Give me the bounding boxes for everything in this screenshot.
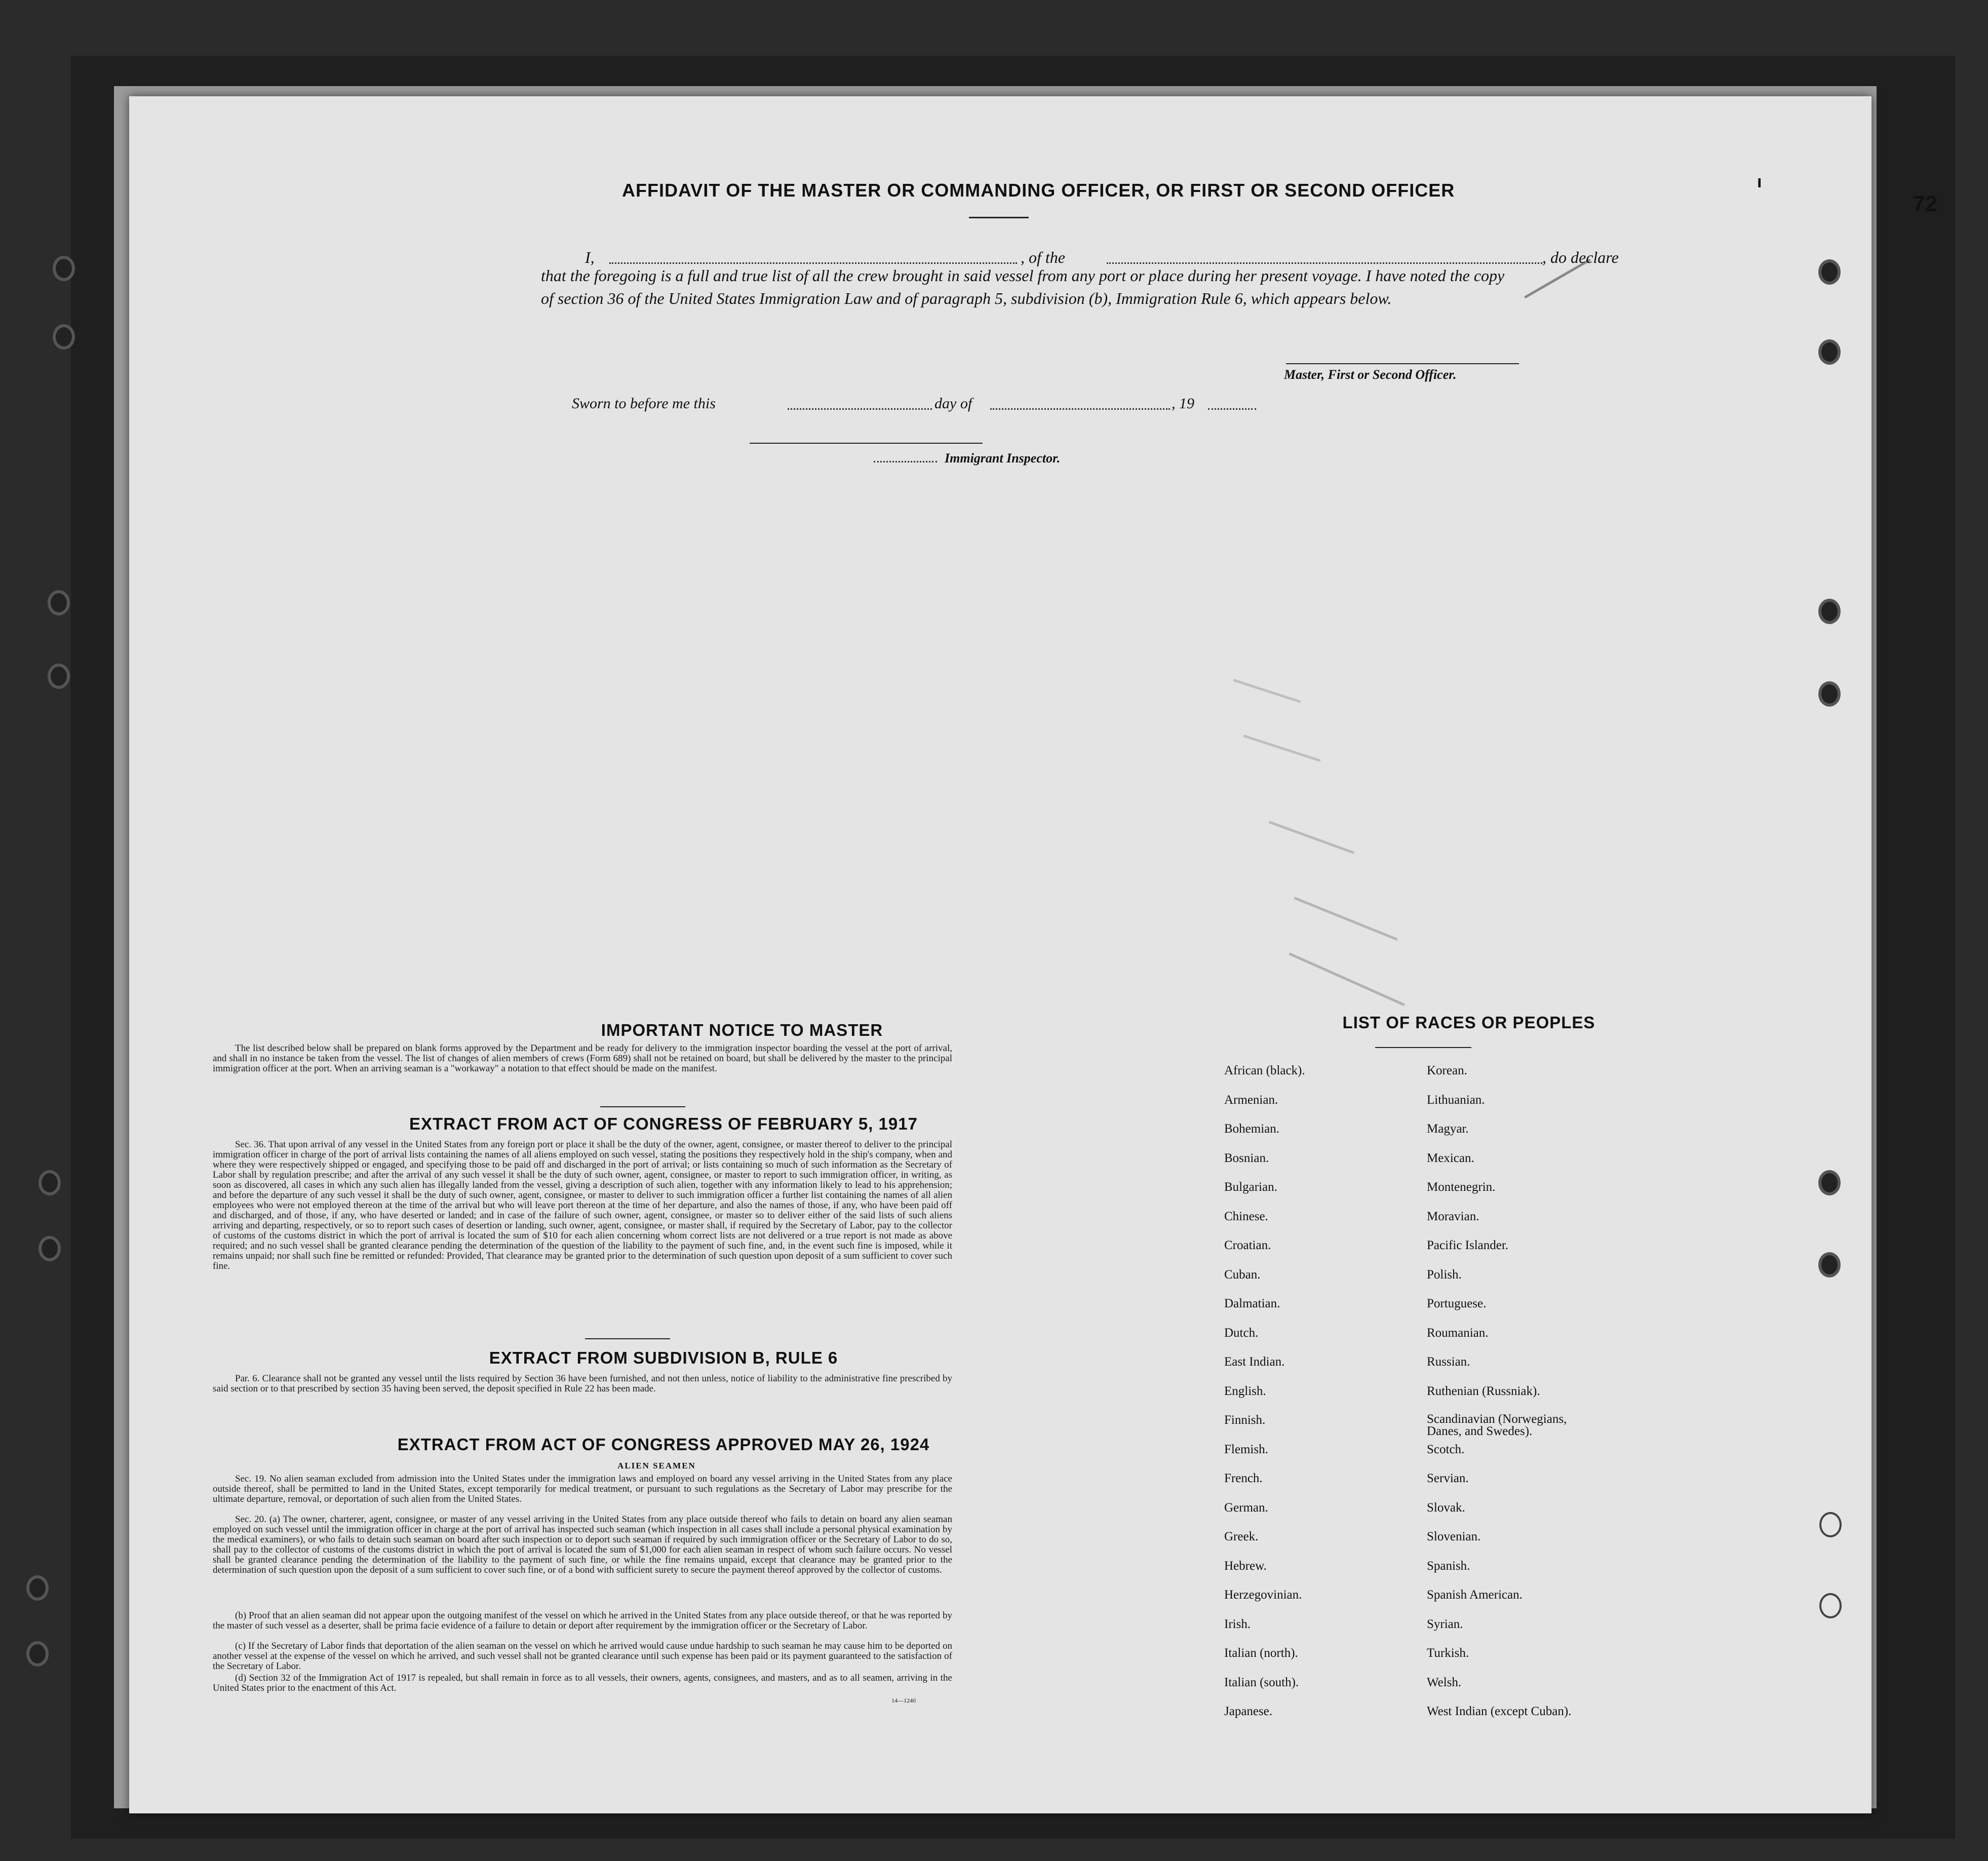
race-left-item: Greek.	[1224, 1530, 1259, 1543]
race-right-item: Scandinavian (Norwegians, Danes, and Swedes).	[1427, 1412, 1567, 1438]
vessel-blank[interactable]	[1107, 262, 1542, 264]
race-left-item: African (black).	[1224, 1064, 1305, 1077]
race-right-item: Lithuanian.	[1427, 1093, 1485, 1107]
inspector-caption: Immigrant Inspector.	[945, 451, 1061, 466]
binder-hole	[1818, 339, 1841, 365]
race-right-item: Polish.	[1427, 1267, 1462, 1282]
corner-tick-mark: ı	[1757, 172, 1762, 191]
inspector-dotted-blank	[874, 461, 937, 462]
binder-hole	[1818, 1170, 1841, 1195]
affidavit-of-the-label: , of the	[1021, 248, 1065, 266]
binder-hole-empty	[1819, 1512, 1842, 1537]
page-number: 72	[1913, 191, 1937, 216]
races-right-column	[1427, 1064, 1594, 1734]
affidavit-title: AFFIDAVIT OF THE MASTER OR COMMANDING OFFICER, OR FIRST OR SECOND OFFICER	[622, 180, 1455, 201]
name-blank[interactable]	[609, 262, 1017, 264]
ink-bleed-mark	[1268, 821, 1355, 854]
notice-text: The list described below shall be prepared on blank forms approved by the Department and be ready for delivery to the immigration inspector boarding the vessel at the port of arrival, and shall in no instance be taken from the vessel. The list of changes of alien members of crews (Form 689) shall not be retained on board, but shall be delivered by the master to the principal immigration officer at the port. When an arriving seaman is a "workaway" a notation to that effect should be made on the manifest.	[213, 1043, 952, 1074]
binder-hole	[1818, 1252, 1841, 1277]
race-left-item: Armenian.	[1224, 1093, 1278, 1107]
race-right-item: Turkish.	[1427, 1646, 1469, 1660]
binder-hole	[53, 256, 75, 281]
race-left-item: Hebrew.	[1224, 1559, 1267, 1573]
race-left-item: Italian (south).	[1224, 1675, 1299, 1689]
inspector-signature-line[interactable]	[750, 443, 983, 444]
race-right-item: Portuguese.	[1427, 1297, 1487, 1310]
sec-20c-text: (c) If the Secretary of Labor finds that deportation of the alien seaman on the vessel on which he arrived would cause undue hardship to such seaman he may cause him to be deported on another vessel at the expense of the vessel on which he arrived, and such vessel shall not be granted clearance until such expense has been paid or its payment guaranteed to the satisfaction of the Secretary of Labor.	[213, 1641, 952, 1672]
binder-hole-empty	[1819, 1593, 1842, 1618]
affidavit-i-label: I,	[585, 248, 595, 266]
race-right-item: Scotch.	[1427, 1442, 1465, 1456]
form-number: 14—1240	[891, 1697, 916, 1704]
ink-bleed-mark	[1289, 952, 1405, 1006]
master-signature-caption: Master, First or Second Officer.	[1284, 367, 1457, 382]
extract-1924-title: EXTRACT FROM ACT OF CONGRESS APPROVED MAY 26, 1924	[397, 1435, 930, 1454]
races-left-column	[1224, 1064, 1305, 1734]
rule6-title: EXTRACT FROM SUBDIVISION B, RULE 6	[489, 1348, 838, 1367]
sec-19-text: Sec. 19. No alien seaman excluded from admission into the United States under the immigration laws and employed on board any vessel arriving in the United States from any place outside thereof, shall be permitted to land in the United States, except temporarily for medical treatment, or pursuant to such regulations as the Secretary of Labor may prescribe for the ultimate departure, removal, or deportation of such alien from the United States.	[213, 1474, 952, 1504]
binder-hole	[1818, 599, 1841, 624]
ink-bleed-mark	[1243, 734, 1321, 762]
notice-title: IMPORTANT NOTICE TO MASTER	[601, 1021, 883, 1039]
race-right-item: Welsh.	[1427, 1675, 1462, 1689]
race-right-item: Moravian.	[1427, 1209, 1479, 1223]
race-left-item: Italian (north).	[1224, 1646, 1298, 1660]
binder-hole	[1818, 681, 1841, 707]
race-left-item: English.	[1224, 1384, 1266, 1398]
document-page	[129, 96, 1872, 1813]
race-right-item: Syrian.	[1427, 1617, 1463, 1631]
race-left-item: Herzegovinian.	[1224, 1588, 1302, 1602]
binder-hole	[26, 1575, 49, 1601]
race-left-item: Finnish.	[1224, 1413, 1266, 1427]
separator-rule	[585, 1338, 670, 1339]
race-left-item: Cuban.	[1224, 1267, 1261, 1282]
affidavit-body: that the foregoing is a full and true list of all the crew brought in said vessel from any port or place during her present voyage. I have noted the copy of section 36 of the United States Immigration Law and of paragraph 5, subdivision (b), Immigration Rule 6, which appears below.	[541, 266, 1505, 307]
race-left-item: Croatian.	[1224, 1238, 1271, 1252]
race-right-item: Russian.	[1427, 1355, 1470, 1369]
race-right-item: West Indian (except Cuban).	[1427, 1704, 1572, 1718]
binder-hole	[38, 1170, 61, 1195]
race-left-item: Chinese.	[1224, 1209, 1268, 1223]
race-left-item: Dutch.	[1224, 1326, 1259, 1340]
race-right-item: Ruthenian (Russniak).	[1427, 1384, 1540, 1398]
sworn-day-of-label: day of	[934, 395, 972, 412]
affidavit-do-declare-label: , do declare	[1542, 248, 1619, 266]
race-right-item: Spanish.	[1427, 1559, 1470, 1573]
rule6-text: Par. 6. Clearance shall not be granted any vessel until the lists required by Section 36 have been furnished, and not then unless, notice of liability to the administrative fine prescribed by said section or to that prescribed by section 35 having been served, the deposit specified in Rule 22 has been made.	[213, 1373, 952, 1394]
race-left-item: French.	[1224, 1471, 1263, 1485]
separator-rule	[600, 1106, 685, 1107]
binder-hole	[48, 590, 70, 615]
sworn-day-blank[interactable]	[788, 408, 932, 410]
race-right-item: Korean.	[1427, 1064, 1467, 1077]
races-title-underline	[1375, 1047, 1471, 1048]
race-right-item: Mexican.	[1427, 1151, 1474, 1165]
binder-hole	[26, 1641, 49, 1666]
race-right-item: Servian.	[1427, 1471, 1469, 1485]
sec-20a-text: Sec. 20. (a) The owner, charterer, agent, consignee, or master of any vessel arriving in the United States from any place outside thereof who fails to detain on board any alien seaman employed on such vessel until the immigration officer in charge at the port of arrival has inspected such seaman (which inspection in all cases shall include a personal physical examination by the medical examiners), or who fails to detain such seaman on board after such inspection or to deport such seaman if required by such immigration officer or the Secretary of Labor to do so, shall pay to the collector of customs of the customs district in which the port of arrival is located the sum of $1,000 for each alien seaman in respect of whom such failure occurs. No vessel shall be granted clearance pending the determination of the liability to the payment of such fine, or while the fine remains unpaid, except that clearance may be granted prior to the determination of such question upon the deposit of a sum sufficient to cover such fine, or of a bond with sufficient surety to secure the payment thereof approved by the collector of customs.	[213, 1514, 952, 1575]
race-left-item: Dalmatian.	[1224, 1297, 1280, 1310]
title-underline	[969, 217, 1029, 218]
sec-20d-text: (d) Section 32 of the Immigration Act of 1917 is repealed, but shall remain in force as to all vessels, their owners, agents, consignees, and masters, and as to all seamen, arriving in the United States prior to the enactment of this Act.	[213, 1673, 952, 1693]
race-right-item: Roumanian.	[1427, 1326, 1489, 1340]
sec-20b-text: (b) Proof that an alien seaman did not appear upon the outgoing manifest of the vessel on which he arrived in the United States from any place outside thereof, or that he was reported by the master of such vessel as a deserter, shall be prima facie evidence of a failure to detain or deport after requirement by the immigration officer or the Secretary of Labor.	[213, 1610, 952, 1631]
race-right-item: Pacific Islander.	[1427, 1238, 1509, 1252]
race-right-item: Slovak.	[1427, 1500, 1465, 1515]
binder-hole	[48, 664, 70, 689]
race-left-item: Irish.	[1224, 1617, 1251, 1631]
race-right-item: Magyar.	[1427, 1122, 1469, 1136]
race-right-item: Montenegrin.	[1427, 1180, 1496, 1194]
binder-hole	[1818, 259, 1841, 285]
extract-1917-text: Sec. 36. That upon arrival of any vessel in the United States from any foreign port or place it shall be the duty of the owner, agent, consignee, or master thereof to deliver to the principal immigration officer in charge of the port of arrival lists containing the names of all aliens employed on such vessel, stating the positions they respectively hold in the ship's company, when and where they were respectively shipped or engaged, and specifying those to be paid off and discharged in the port of arrival; or lists containing so much of such information as the Secretary of Labor shall by regulation prescribe; and after the arrival of any such vessel it shall be the duty of such owner, agent, consignee, or master to report to such immigration officer, in writing, as soon as discovered, all cases in which any such alien has illegally landed from the vessel, giving a description of such alien, together with any information likely to lead to his apprehension; and before the departure of any such vessel it shall be the duty of such owner, agent, consignee, or master to deliver to such immigration officer a further list containing the names of all alien employees who were not employed thereon at the time of the arrival but who will leave port thereon at the time of her departure, and also the names of those, if any, who have been paid off and discharged, and of those, if any, who have deserted or landed; and in case of the failure of such owner, agent, consignee, or master so to deliver either of the said lists of such aliens arriving and departing, respectively, or so to report such cases of desertion or landing, such owner, agent, consignee, or master shall, if required by the Secretary of Labor, pay to the collector of customs of the customs district in which the port of arrival is located the sum of $10 for each alien concerning whom correct lists are not delivered or a true report is not made as above required; and no such vessel shall be granted clearance pending the determination of the question of the liability to the payment of such fine, and, in the event such fine is imposed, while it remains unpaid; nor shall such fine be remitted or refunded: Provided, That clearance may be granted prior to the determination of such question upon deposit of a sum sufficient to cover such fine.	[213, 1139, 952, 1271]
race-right-item: Spanish American.	[1427, 1588, 1523, 1602]
sworn-year-label: , 19	[1172, 395, 1194, 412]
race-left-item: Japanese.	[1224, 1704, 1273, 1718]
race-left-item: Bulgarian.	[1224, 1180, 1277, 1194]
binder-hole	[38, 1236, 61, 1261]
races-title: LIST OF RACES OR PEOPLES	[1342, 1013, 1595, 1032]
ink-bleed-mark	[1233, 679, 1301, 703]
race-left-item: Bohemian.	[1224, 1122, 1280, 1136]
master-signature-line[interactable]	[1286, 363, 1519, 364]
extract-1917-title: EXTRACT FROM ACT OF CONGRESS OF FEBRUARY 5, 1917	[409, 1114, 918, 1133]
race-left-item: Bosnian.	[1224, 1151, 1269, 1165]
race-left-item: East Indian.	[1224, 1355, 1285, 1369]
race-left-item: German.	[1224, 1500, 1268, 1515]
race-right-item: Slovenian.	[1427, 1530, 1481, 1543]
binder-hole	[53, 324, 75, 350]
sworn-month-blank[interactable]	[990, 408, 1170, 410]
sworn-year-blank[interactable]	[1208, 408, 1256, 410]
race-left-item: Flemish.	[1224, 1442, 1268, 1456]
alien-seamen-subtitle: ALIEN SEAMEN	[617, 1461, 696, 1470]
ink-bleed-mark	[1294, 897, 1398, 941]
sworn-prefix: Sworn to before me this	[572, 395, 716, 412]
